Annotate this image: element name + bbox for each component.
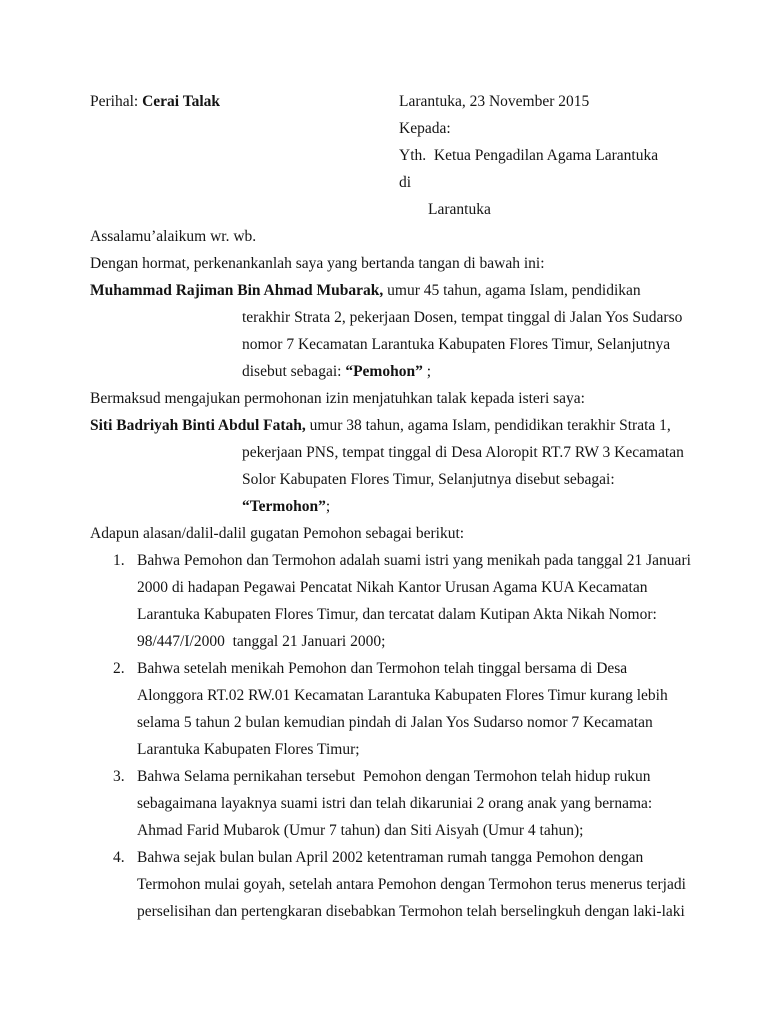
petitioner-line-1-rest: umur 45 tahun, agama Islam, pendidikan bbox=[383, 282, 641, 299]
respondent-line-2: pekerjaan PNS, tempat tinggal di Desa Aloropit RT.7 RW 3 Kecamatan bbox=[242, 444, 684, 461]
petitioner-designation-post: ; bbox=[422, 363, 431, 380]
letter-header bbox=[90, 88, 690, 223]
reason-item-1 bbox=[90, 547, 690, 574]
reason-3-line-2: sebagaimana layaknya suami istri dan telah dikaruniai 2 orang anak yang bernama: bbox=[137, 795, 653, 812]
reasons-intro-line: Adapun alasan/dalil-dalil gugatan Pemohon sebagai berikut: bbox=[90, 525, 465, 542]
reason-1-line-1: Bahwa Pemohon dan Termohon adalah suami istri yang menikah pada tanggal 21 Januari bbox=[137, 552, 691, 569]
reason-4-line-1: Bahwa sejak bulan bulan April 2002 ketentraman rumah tangga Pemohon dengan bbox=[137, 849, 644, 866]
reason-1-line-2: 2000 di hadapan Pegawai Pencatat Nikah Kantor Urusan Agama KUA Kecamatan bbox=[137, 579, 648, 596]
petitioner-name: Muhammad Rajiman Bin Ahmad Mubarak, bbox=[90, 282, 384, 299]
date-line: Larantuka, 23 November 2015 bbox=[399, 93, 590, 110]
respondent-line-1 bbox=[90, 412, 690, 439]
respondent-designation-post: ; bbox=[325, 498, 331, 515]
reason-1-number: 1. bbox=[113, 552, 125, 569]
reason-1-line-4: 98/447/I/2000 tanggal 21 Januari 2000; bbox=[137, 633, 386, 650]
reason-2-line-3: selama 5 tahun 2 bulan kemudian pindah di Jalan Yos Sudarso nomor 7 Kecamatan bbox=[137, 714, 653, 731]
reason-3-number: 3. bbox=[113, 768, 125, 785]
city-line: Larantuka bbox=[428, 201, 491, 218]
reason-3-line-3: Ahmad Farid Mubarok (Umur 7 tahun) dan Siti Aisyah (Umur 4 tahun); bbox=[137, 822, 584, 839]
reason-item-3 bbox=[90, 763, 690, 790]
petitioner-line-4 bbox=[90, 358, 690, 385]
respondent-line-4 bbox=[90, 493, 690, 520]
letter-content bbox=[90, 88, 690, 925]
purpose-line: Bermaksud mengajukan permohonan izin menjatuhkan talak kepada isteri saya: bbox=[90, 390, 585, 407]
reason-2-line-2: Alonggora RT.02 RW.01 Kecamatan Larantuka Kabupaten Flores Timur kurang lebih bbox=[137, 687, 668, 704]
petitioner-line-1 bbox=[90, 277, 690, 304]
reason-4-line-2: Termohon mulai goyah, setelah antara Pemohon dengan Termohon terus menerus terjadi bbox=[137, 876, 686, 893]
respondent-line-3: Solor Kabupaten Flores Timur, Selanjutnya disebut sebagai: bbox=[242, 471, 615, 488]
reason-2-line-1: Bahwa setelah menikah Pemohon dan Termohon telah tinggal bersama di Desa bbox=[137, 660, 628, 677]
recipient-line: Yth. Ketua Pengadilan Agama Larantuka bbox=[399, 147, 659, 164]
pemohon-term: “Pemohon” bbox=[345, 363, 423, 380]
reason-4-number: 4. bbox=[113, 849, 125, 866]
address-block bbox=[399, 88, 658, 223]
di-line: di bbox=[399, 174, 412, 191]
subject-value: Cerai Talak bbox=[142, 93, 221, 110]
intro-line: Dengan hormat, perkenankanlah saya yang bertanda tangan di bawah ini: bbox=[90, 255, 545, 272]
reason-item-4 bbox=[90, 844, 690, 871]
petitioner-line-2: terakhir Strata 2, pekerjaan Dosen, tempat tinggal di Jalan Yos Sudarso bbox=[242, 309, 683, 326]
reason-2-line-4: Larantuka Kabupaten Flores Timur; bbox=[137, 741, 360, 758]
petitioner-line-3: nomor 7 Kecamatan Larantuka Kabupaten Flores Timur, Selanjutnya bbox=[242, 336, 671, 353]
reason-1-line-3: Larantuka Kabupaten Flores Timur, dan tercatat dalam Kutipan Akta Nikah Nomor: bbox=[137, 606, 657, 623]
termohon-term: “Termohon” bbox=[242, 498, 326, 515]
reason-item-2 bbox=[90, 655, 690, 682]
reason-4-line-3: perselisihan dan pertengkaran disebabkan Termohon telah berselingkuh dengan laki-laki bbox=[137, 903, 685, 920]
subject-label: Perihal: bbox=[90, 93, 143, 110]
kepada-line: Kepada: bbox=[399, 120, 451, 137]
reason-3-line-1: Bahwa Selama pernikahan tersebut Pemohon dengan Termohon telah hidup rukun bbox=[137, 768, 651, 785]
petitioner-designation-pre: disebut sebagai: bbox=[242, 363, 346, 380]
reason-2-number: 2. bbox=[113, 660, 125, 677]
respondent-line-1-rest: umur 38 tahun, agama Islam, pendidikan terakhir Strata 1, bbox=[305, 417, 671, 434]
respondent-name: Siti Badriyah Binti Abdul Fatah, bbox=[90, 417, 306, 434]
salutation-line: Assalamu’alaikum wr. wb. bbox=[90, 228, 257, 245]
